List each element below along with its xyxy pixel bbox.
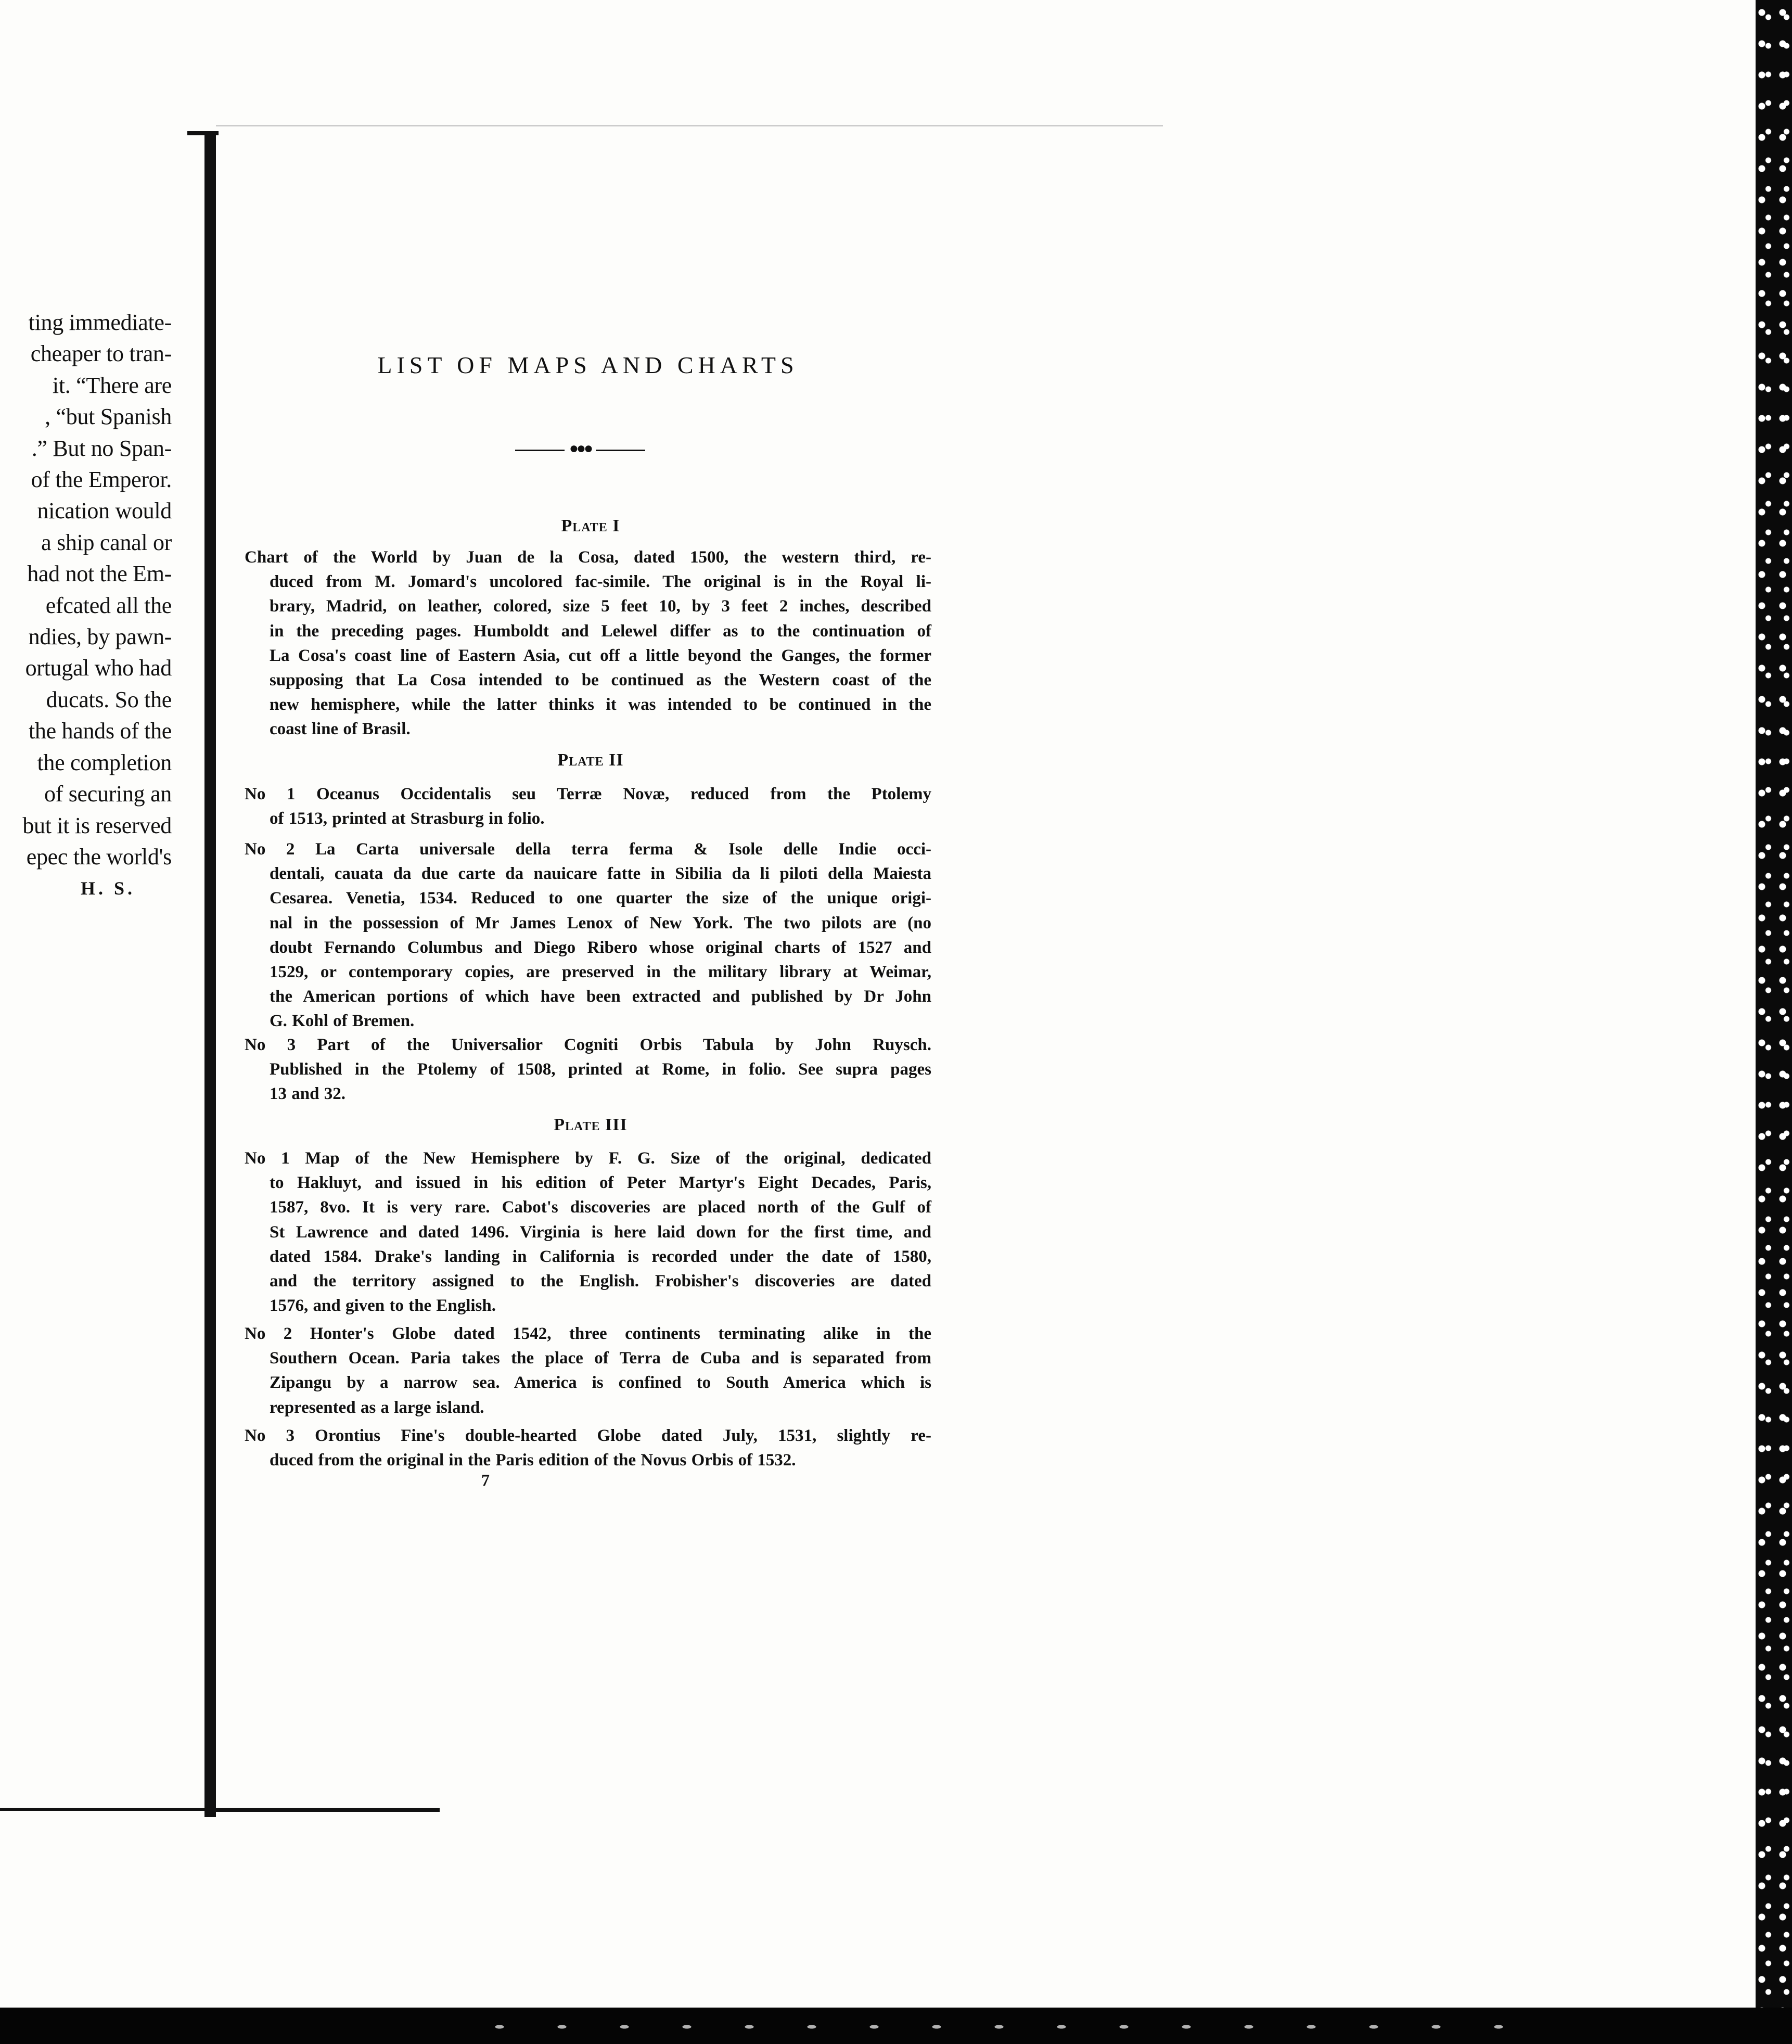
entry-line: St Lawrence and dated 1496. Virginia is here laid down for the first time, and xyxy=(270,1222,931,1242)
entry-line: No 2 La Carta universale della terra ferma & Isole delle Indie occi- xyxy=(245,840,931,859)
entry-line: No 2 Honter's Globe dated 1542, three continents terminating alike in the xyxy=(245,1324,931,1343)
entry-line: No 3 Part of the Universalior Cogniti Orbis Tabula by John Ruysch. xyxy=(245,1036,931,1054)
entry-line: supposing that La Cosa intended to be continued as the Western coast of the xyxy=(270,671,931,690)
entry-line: brary, Madrid, on leather, colored, size 5 feet 10, by 3 feet 2 inches, described xyxy=(270,597,931,616)
entry-line: coast line of Brasil. xyxy=(270,720,411,739)
text-line: efcated all the xyxy=(45,592,172,618)
text-line: .” But no Span- xyxy=(31,435,172,461)
ornament-dots: ●●● xyxy=(569,440,592,457)
ornament-rule-left xyxy=(515,450,565,451)
entry-line: to Hakluyt, and issued in his edition of Peter Martyr's Eight Decades, Paris, xyxy=(270,1173,931,1193)
entry-line: represented as a large island. xyxy=(270,1398,484,1417)
plate-entry xyxy=(245,1033,931,1107)
entry-line: Zipangu by a narrow sea. America is confined to South America which is xyxy=(270,1373,931,1393)
plate-entry xyxy=(245,782,931,831)
entry-line: 1587, 8vo. It is very rare. Cabot's discoveries are placed north of the Gulf of xyxy=(270,1198,931,1217)
entry-line: 13 and 32. xyxy=(270,1084,345,1104)
entry-line: No 3 Orontius Fine's double-hearted Globe dated July, 1531, slightly re- xyxy=(245,1426,931,1445)
binding-rule xyxy=(204,133,216,1817)
text-line: of the Emperor. xyxy=(31,467,172,493)
plate-entry xyxy=(245,545,931,742)
entry-line: 1576, and given to the English. xyxy=(270,1296,496,1315)
entry-line: and the territory assigned to the English. Frobisher's discoveries are dated xyxy=(270,1272,931,1291)
entry-line: La Cosa's coast line of Eastern Asia, cut off a little beyond the Ganges, the former xyxy=(270,646,931,665)
text-line: ortugal who had xyxy=(25,655,172,681)
text-line: had not the Em- xyxy=(27,561,172,587)
entry-line: new hemisphere, while the latter thinks it was intended to be continued in the xyxy=(270,695,931,714)
text-line: ndies, by pawn- xyxy=(28,624,172,650)
entry-line: Published in the Ptolemy of 1508, printed at Rome, in folio. See supra pages xyxy=(270,1060,931,1079)
plate-heading: Plate II xyxy=(557,750,624,770)
plate-entry xyxy=(245,1424,931,1473)
text-line: but it is reserved xyxy=(22,812,172,838)
entry-line: Chart of the World by Juan de la Cosa, dated 1500, the western third, re- xyxy=(245,548,931,567)
text-line: nication would xyxy=(37,498,172,524)
entry-line: dated 1584. Drake's landing in California is recorded under the date of 1580, xyxy=(270,1247,931,1266)
frame-rule-bottom xyxy=(204,1808,440,1812)
entry-line: doubt Fernando Columbus and Diego Ribero whose original charts of 1527 and xyxy=(270,938,931,957)
title-ornament xyxy=(515,440,645,457)
previous-page-fragment xyxy=(0,307,172,904)
text-line: ducats. So the xyxy=(46,686,172,712)
entry-line: G. Kohl of Bremen. xyxy=(270,1012,415,1031)
text-line: epec the world's xyxy=(26,844,172,870)
entry-line: the American portions of which have been extracted and published by Dr John xyxy=(270,987,931,1006)
entry-line: duced from the original in the Paris edition of the Novus Orbis of 1532. xyxy=(270,1451,796,1470)
entry-line: duced from M. Jomard's uncolored fac-simile. The original is in the Royal li- xyxy=(270,572,931,592)
plate-entry xyxy=(245,837,931,1034)
ornament-rule-right xyxy=(596,450,645,451)
plate-heading: Plate III xyxy=(554,1115,628,1134)
text-line: the completion xyxy=(37,749,172,775)
text-line: , “but Spanish xyxy=(45,404,172,430)
page-number: 7 xyxy=(481,1471,490,1489)
text-line: the hands of the xyxy=(28,718,172,744)
entry-line: nal in the possession of Mr James Lenox of New York. The two pilots are (no xyxy=(270,913,931,932)
entry-line: Cesarea. Venetia, 1534. Reduced to one quarter the size of the unique origi- xyxy=(270,889,931,908)
scan-noise xyxy=(468,2014,1509,2040)
text-line: ting immediate- xyxy=(28,310,172,335)
entry-line: 1529, or contemporary copies, are preserved in the military library at Weimar, xyxy=(270,963,931,982)
entry-line: dentali, cauata da due carte da nauicare fatte in Sibilia da li piloti della Maiesta xyxy=(270,864,931,884)
text-line: of securing an xyxy=(44,781,172,807)
entry-line: No 1 Map of the New Hemisphere by F. G. Size of the original, dedicated xyxy=(245,1149,931,1168)
scan-border-right xyxy=(1756,0,1792,2044)
plate-entry xyxy=(245,1322,931,1420)
author-signature: H. S. xyxy=(80,878,135,899)
frame-rule-bottom-left xyxy=(0,1808,208,1811)
text-line: a ship canal or xyxy=(41,529,172,555)
page-title: LIST OF MAPS AND CHARTS xyxy=(377,352,799,378)
entry-line: Southern Ocean. Paria takes the place of Terra de Cuba and is separated from xyxy=(270,1349,931,1368)
text-line: cheaper to tran- xyxy=(30,341,172,367)
entry-line: No 1 Oceanus Occidentalis seu Terræ Novæ, reduced from the Ptolemy xyxy=(245,785,931,803)
entry-line: in the preceding pages. Humboldt and Lelewel differ as to the continuation of xyxy=(270,621,931,641)
entry-line: of 1513, printed at Strasburg in folio. xyxy=(270,809,545,828)
text-line: it. “There are xyxy=(52,372,172,398)
plate-heading: Plate I xyxy=(561,516,620,535)
plate-entry xyxy=(245,1146,931,1318)
